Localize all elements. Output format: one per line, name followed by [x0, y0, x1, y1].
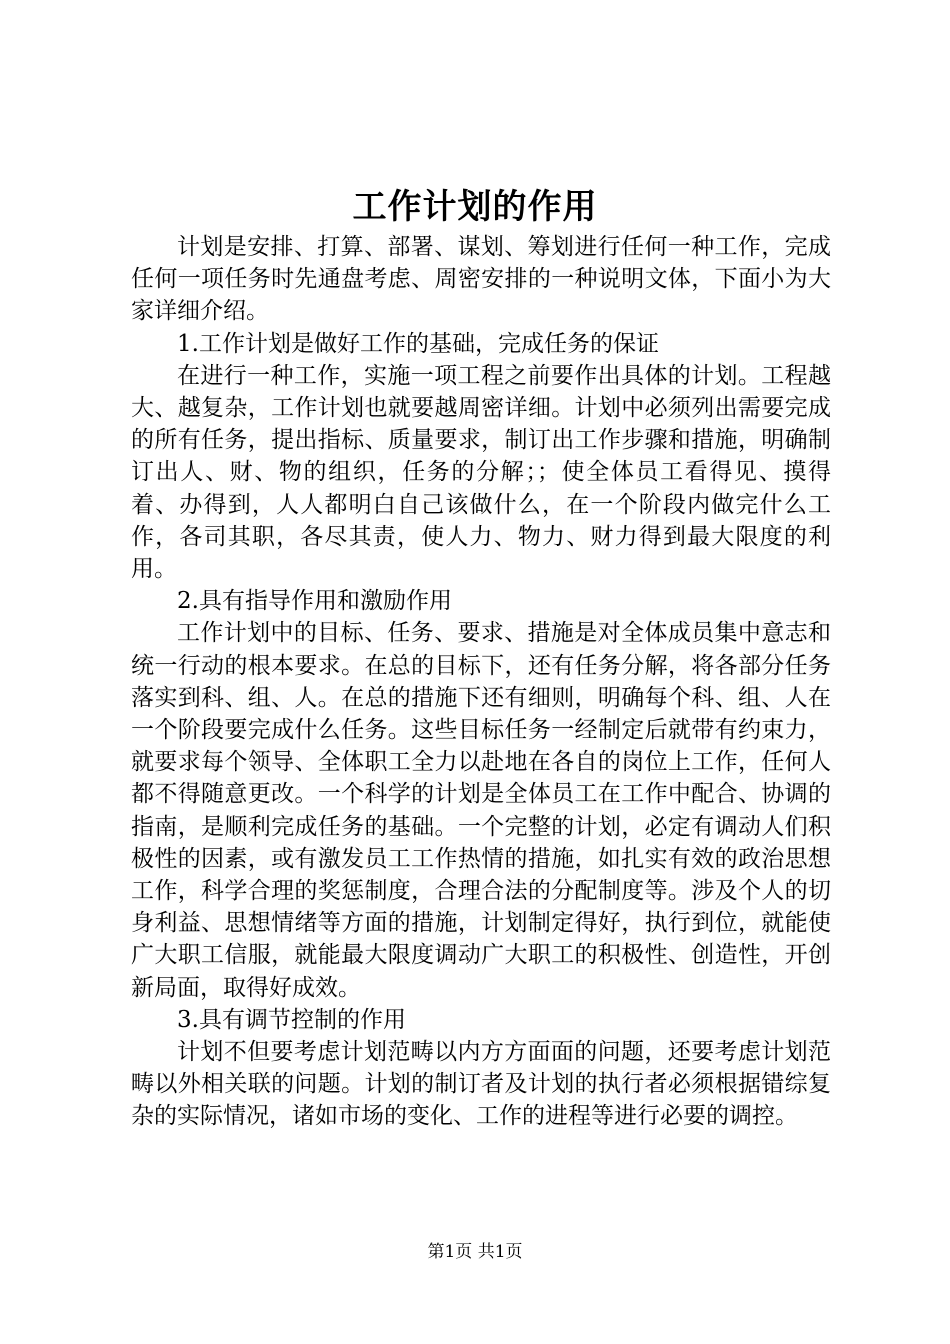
page-number-footer: 第1页 共1页	[427, 1242, 523, 1262]
section-heading-2: 2.具有指导作用和激励作用	[177, 588, 452, 615]
document-body	[131, 231, 831, 1133]
section-paragraph-1: 在进行一种工作，实施一项工程之前要作出具体的计划。工程越大、越复杂，工作计划也就要越周密详细。计划中必须列出需要完成的所有任务，提出指标、质量要求，制订出工作步骤和措施，明确制订出人、财、物的组织，任务的分解；；使全体员工看得见、摸得着、办得到，人人都明白自己该做什么，在一个阶段内做完什么工作，各司其职，各尽其责，使人力、物力、财力得到最大限度的利用。	[131, 362, 831, 583]
section-paragraph-2: 工作计划中的目标、任务、要求、措施是对全体成员集中意志和统一行动的根本要求。在总的目标下，还有任务分解，将各部分任务落实到科、组、人。在总的措施下还有细则，明确每个科、组、人在一个阶段要完成什么任务。这些目标任务一经制定后就带有约束力，就要求每个领导、全体职工全力以赴地在各自的岗位上工作，任何人都不得随意更改。一个科学的计划是全体员工在工作中配合、协调的指南，是顺利完成任务的基础。一个完整的计划，必定有调动人们积极性的因素，或有激发员工工作热情的措施，如扎实有效的政治思想工作，科学合理的奖惩制度，合理合法的分配制度等。涉及个人的切身利益、思想情绪等方面的措施，计划制定得好，执行到位，就能使广大职工信服，就能最大限度调动广大职工的积极性、创造性，开创新局面，取得好成效。	[131, 620, 831, 1001]
section-paragraph-3: 计划不但要考虑计划范畴以内方方面面的问题，还要考虑计划范畴以外相关联的问题。计划的制订者及计划的执行者必须根据错综复杂的实际情况，诸如市场的变化、工作的进程等进行必要的调控。	[131, 1039, 831, 1130]
section-heading-3: 3.具有调节控制的作用	[177, 1006, 406, 1033]
section-heading-1: 1.工作计划是做好工作的基础，完成任务的保证	[177, 330, 659, 357]
document-title: 工作计划的作用	[352, 187, 598, 227]
intro-paragraph: 计划是安排、打算、部署、谋划、筹划进行任何一种工作，完成任何一项任务时先通盘考虑、周密安排的一种说明文体，下面小为大家详细介绍。	[131, 234, 831, 325]
